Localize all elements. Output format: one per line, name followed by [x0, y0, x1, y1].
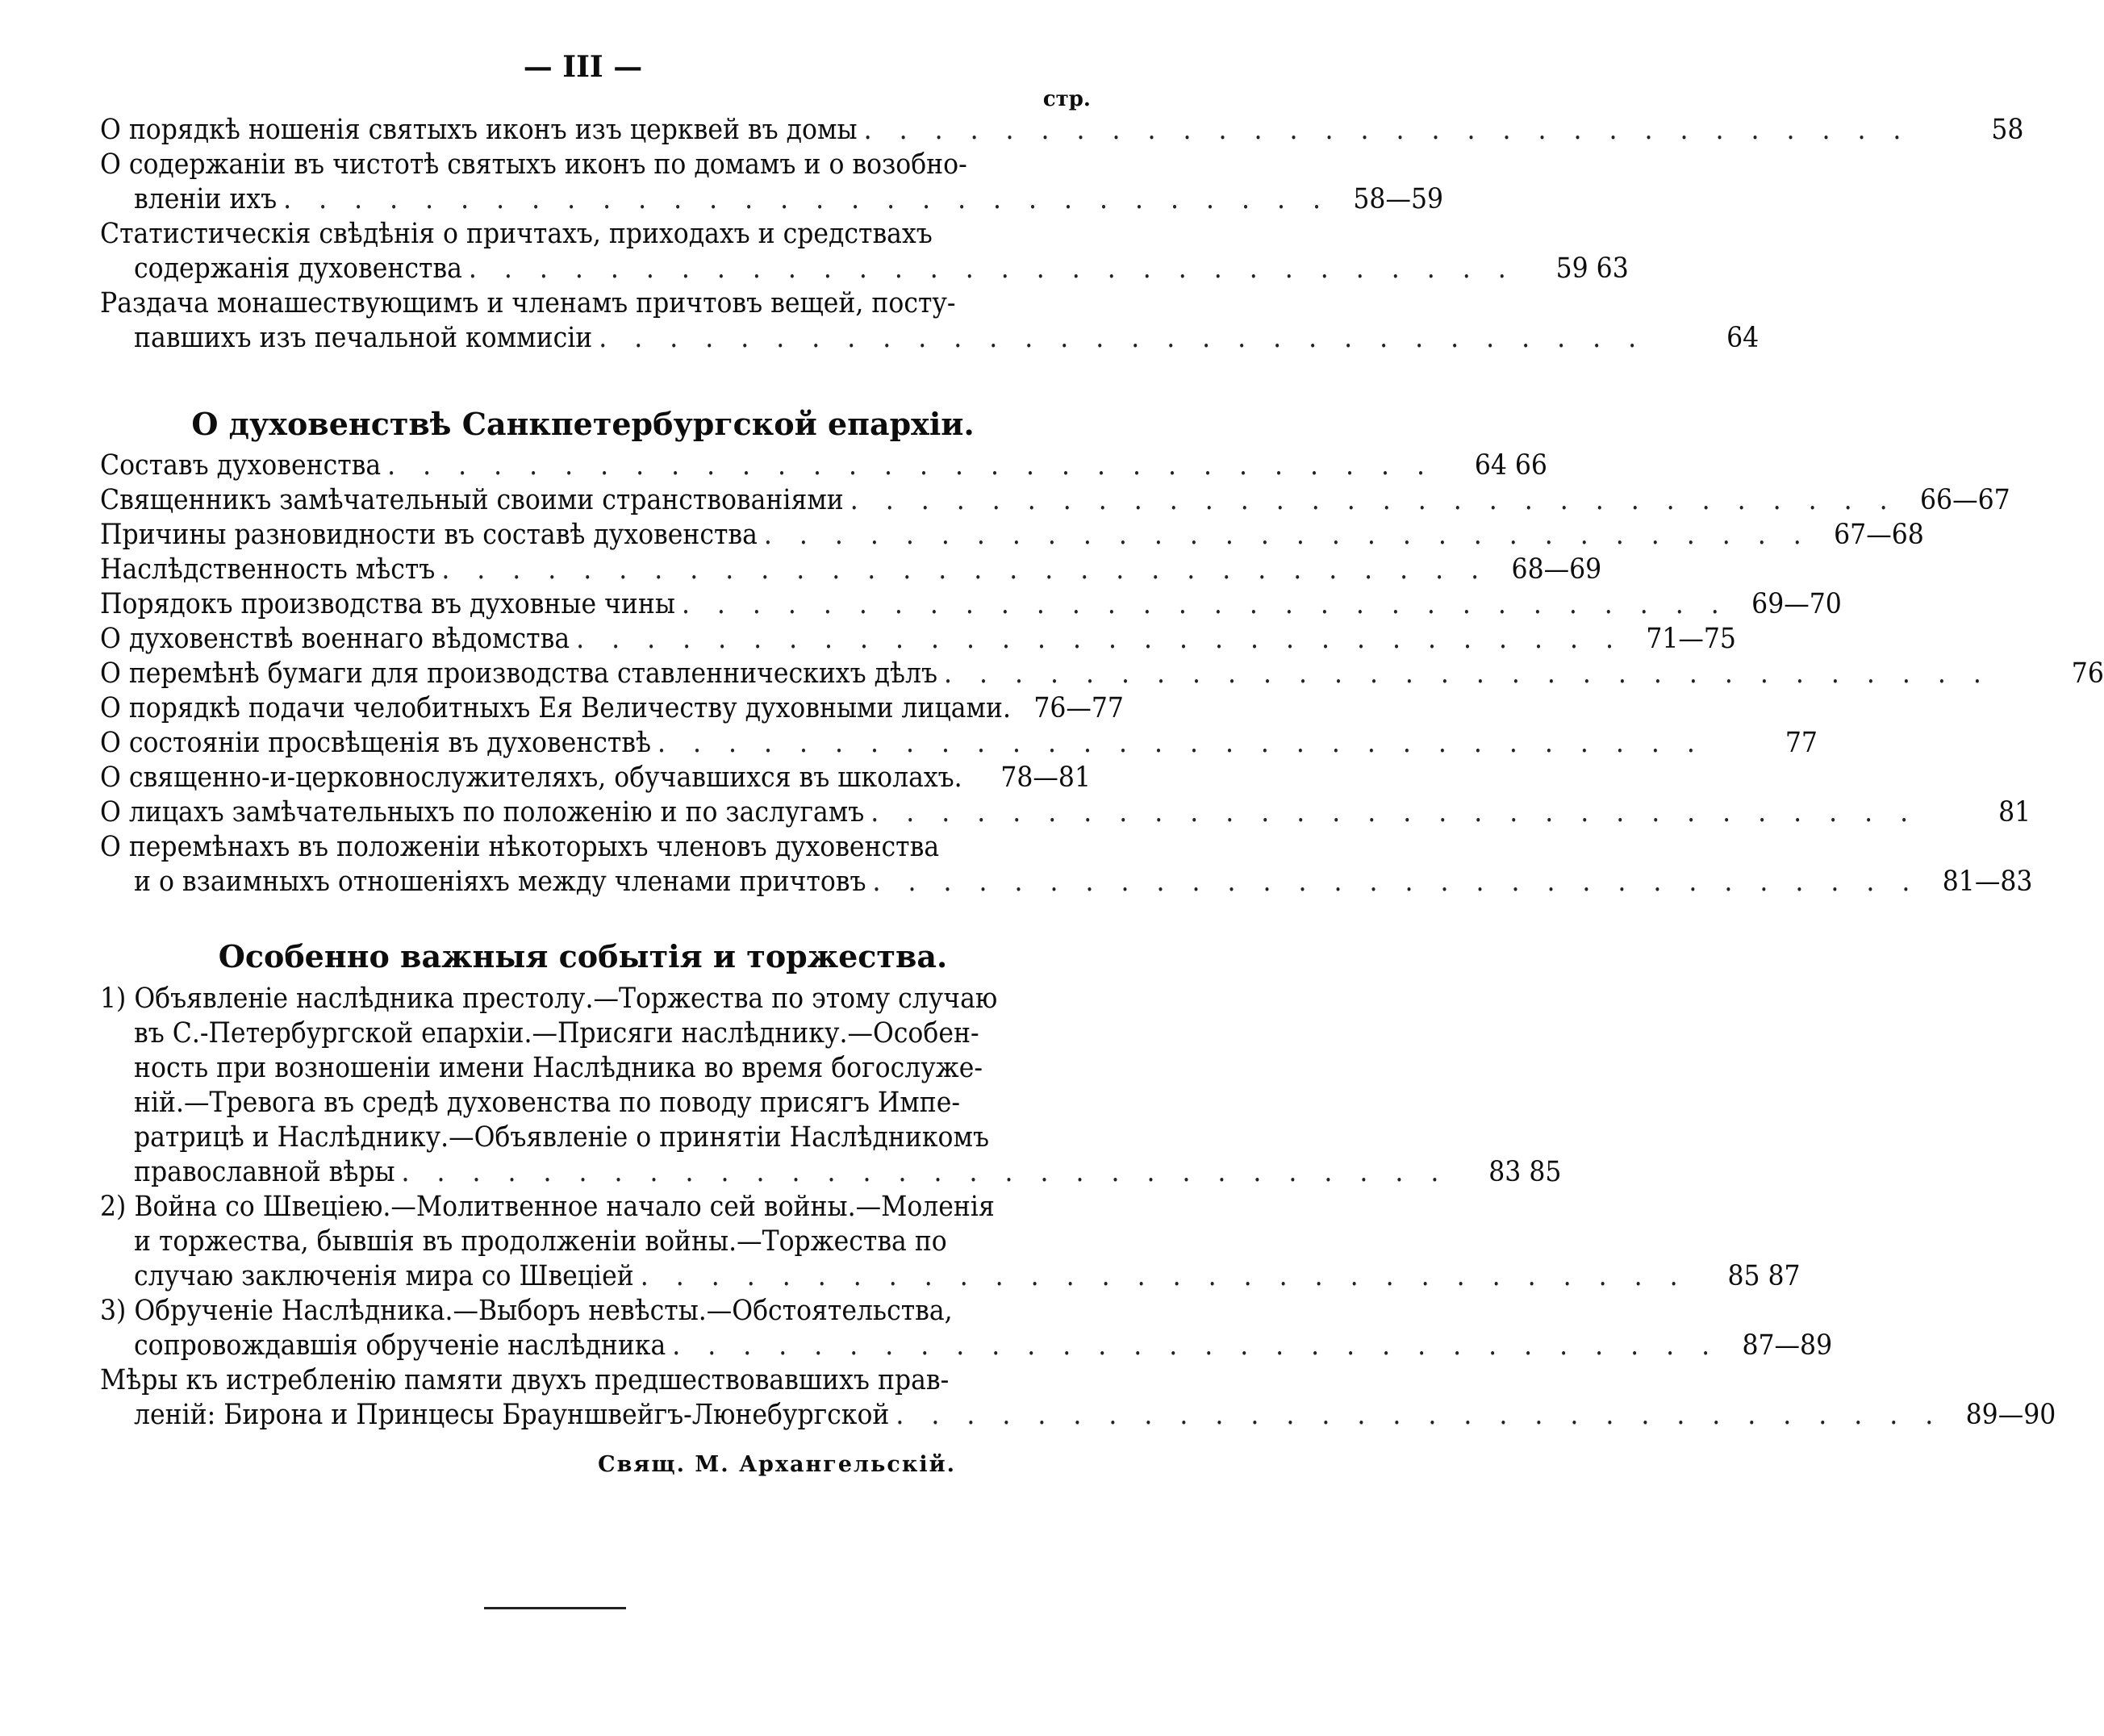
dot-leader: . . . . . . . . . . . . . . . . . . . . . . . . . . . . . . — [763, 519, 1811, 551]
toc-entry-text: О лицахъ замѣчательныхъ по положенію и по заслугамъ — [100, 796, 865, 828]
toc-entry-text: О содержаніи въ чистотѣ святыхъ иконъ по домамъ и о возобно- — [100, 148, 967, 181]
toc-entry-text: О духовенствѣ военнаго вѣдомства — [100, 623, 570, 655]
dot-leader: . . . . . . . . . . . . . . . . . . . . . . . . . . . . . . — [468, 252, 1516, 285]
section-title: О духовенствѣ Санкпетербургской епархіи. — [191, 406, 975, 442]
dot-leader: . . . . . . . . . . . . . . . . . . . . . . . . . . . . . . — [387, 449, 1434, 482]
toc-entry-pages: 64 — [1726, 322, 1760, 354]
toc-entry-pages: 78—81 — [1000, 762, 1091, 794]
toc-entry-pages: 58 — [1991, 114, 2024, 146]
toc-entry — [100, 622, 1736, 657]
toc-entry-text: О священно-и-церковнослужителяхъ, обучавшихся въ школахъ. — [100, 762, 962, 794]
toc-entry-text: павшихъ изъ печальной коммисіи — [134, 322, 593, 354]
toc-entry-pages: 58—59 — [1353, 183, 1444, 215]
toc-entry — [100, 982, 1562, 1190]
toc-entry-text: ность при возношеніи имени Наслѣдника во время богослуже- — [134, 1052, 983, 1084]
toc-entry-pages: 85 87 — [1727, 1260, 1801, 1292]
toc-entry-text: ній.—Тревога въ средѣ духовенства по поводу присягъ Импе- — [134, 1087, 961, 1119]
toc-entry-text: Священникъ замѣчательный своими странствованіями — [100, 484, 844, 516]
toc-entry-text: 1) Объявленіе наслѣдника престолу.—Торжества по этому случаю — [100, 983, 998, 1015]
toc-entry-text: и о взаимныхъ отношеніяхъ между членами причтовъ — [134, 866, 866, 898]
dot-leader: . . . . . . . . . . . . . . . . . . . . . . . . . . . . . . — [944, 657, 1991, 690]
signature: Свящ. М. Архангельскій. — [598, 1452, 956, 1477]
dot-leader: . . . . . . . . . . . . . . . . . . . . . . . . . . . . . . — [895, 1399, 1943, 1431]
toc-entry-pages: 64 66 — [1474, 449, 1547, 482]
toc-entry-text: Наслѣдственность мѣстъ — [100, 553, 436, 586]
toc-entry-pages: 81—83 — [1942, 866, 2033, 898]
toc-entry-text: ратрицѣ и Наслѣднику.—Объявленіе о принятіи Наслѣдникомъ — [134, 1121, 990, 1154]
toc-entry-pages: 87—89 — [1742, 1329, 1833, 1362]
toc-entry — [100, 1190, 1801, 1294]
section-title: Особенно важныя событія и торжества. — [218, 938, 948, 974]
dot-leader: . . . . . . . . . . . . . . . . . . . . . . . . . . . . . . — [658, 727, 1705, 759]
toc-entry-text: Порядокъ производства въ духовные чины — [100, 588, 675, 620]
toc-entry-text: Составъ духовенства — [100, 449, 382, 482]
toc-entry — [100, 587, 1842, 622]
toc-entry — [100, 657, 2104, 691]
toc-entry — [100, 1294, 1833, 1363]
toc-entry — [100, 553, 1602, 587]
toc-entry-text: О перемѣнахъ въ положеніи нѣкоторыхъ членовъ духовенства — [100, 831, 940, 863]
toc-entry-text: О порядкѣ ношенія святыхъ иконъ изъ церквей въ домы — [100, 114, 858, 146]
dot-leader: . . . . . . . . . . . . . . . . . . . . . . . . . . . . . . — [872, 866, 1920, 898]
toc-entry-text: православной вѣры — [134, 1156, 395, 1188]
toc-entry-text: сопровождавшія обрученіе наслѣдника — [134, 1329, 666, 1362]
toc-entry-text: случаю заключенія мира со Швеціей — [134, 1260, 634, 1292]
dot-leader: . . . . . . . . . . . . . . . . . . . . . . . . . . . . . . — [672, 1329, 1720, 1362]
toc-entry-pages: 83 85 — [1488, 1156, 1562, 1188]
toc-entry-text: О перемѣнѣ бумаги для производства ставленническихъ дѣлъ — [100, 657, 937, 690]
dot-leader: . . . . . . . . . . . . . . . . . . . . . . . . . . . . . . — [640, 1260, 1688, 1292]
toc-entry — [100, 148, 1444, 217]
closing-rule — [484, 1607, 626, 1609]
dot-leader: . . . . . . . . . . . . . . . . . . . . . . . . . . . . . . — [870, 796, 1918, 828]
toc-entry-pages: 69—70 — [1751, 588, 1842, 620]
toc-entry-text: 3) Обрученіе Наслѣдника.—Выборъ невѣсты.—Обстоятельства, — [100, 1295, 953, 1327]
toc-entry — [100, 830, 2033, 899]
dot-leader: . . . . . . . . . . . . . . . . . . . . . . . . . . . . . . — [863, 114, 1911, 146]
toc-entry — [100, 518, 1924, 553]
toc-entry-pages: 89—90 — [1965, 1399, 2056, 1431]
toc-entry-text: вленіи ихъ — [134, 183, 278, 215]
toc-entry-pages: 66—67 — [1920, 484, 2010, 516]
toc-entry — [100, 286, 1760, 356]
toc-entry-text: въ С.-Петербургской епархіи.—Присяги наслѣднику.—Особен- — [134, 1017, 979, 1050]
toc-entry-text: О порядкѣ подачи челобитныхъ Ея Величеству духовными лицами. — [100, 692, 1011, 724]
toc-entry-text: Статистическія свѣдѣнія о причтахъ, приходахъ и средствахъ — [100, 218, 933, 250]
dot-leader: . . . . . . . . . . . . . . . . . . . . . . . . . . . . . . — [850, 484, 1897, 516]
toc-entry-text: Причины разновидности въ составѣ духовенства — [100, 519, 758, 551]
toc-entry-text: 2) Война со Швеціею.—Молитвенное начало сей войны.—Моленія — [100, 1191, 995, 1223]
toc-entry — [100, 1363, 2056, 1433]
toc-entry-text: леній: Бирона и Принцесы Брауншвейгъ-Люнебургской — [134, 1399, 890, 1431]
toc-entry — [100, 795, 2031, 830]
dot-leader: . . . . . . . . . . . . . . . . . . . . . . . . . . . . . . — [599, 322, 1647, 354]
toc-entry-text: Мѣры къ истребленію памяти двухъ предшествовавшихъ прав- — [100, 1364, 950, 1396]
dot-leader: . . . . . . . . . . . . . . . . . . . . . . . . . . . . . . — [441, 553, 1489, 586]
toc-entry-pages: 71—75 — [1646, 623, 1736, 655]
toc-entry — [100, 691, 1124, 726]
toc-entry-pages: 68—69 — [1511, 553, 1602, 586]
toc-entry-text: и торжества, бывшія въ продолженіи войны.—Торжества по — [134, 1225, 947, 1258]
toc-entry-text: содержанія духовенства — [134, 252, 462, 285]
dot-leader: . . . . . . . . . . . . . . . . . . . . . . . . . . . . . . — [576, 623, 1623, 655]
pages-column-header: стр. — [1042, 87, 1091, 111]
page-number: — III — — [523, 50, 643, 84]
dot-leader: . . . . . . . . . . . . . . . . . . . . . . . . . . . . . . — [681, 588, 1729, 620]
toc-entry-pages: 77 — [1785, 727, 1818, 759]
toc-entry — [100, 449, 1547, 483]
toc-entry — [100, 726, 1818, 761]
toc-entry-pages: 76—77 — [1033, 692, 1124, 724]
toc-entry — [100, 761, 1091, 795]
toc-entry — [100, 483, 2010, 518]
toc-entry — [100, 113, 2024, 148]
dot-leader: . . . . . . . . . . . . . . . . . . . . . . . . . . . . . . — [401, 1156, 1449, 1188]
toc-entry-pages: 59 63 — [1555, 252, 1629, 285]
toc-entry-pages: 67—68 — [1834, 519, 1924, 551]
toc-entry-pages: 81 — [1998, 796, 2031, 828]
toc-entry-text: Раздача монашествующимъ и членамъ причтовъ вещей, посту- — [100, 287, 956, 319]
toc-entry — [100, 217, 1629, 286]
toc-entry-pages: 76 — [2071, 657, 2104, 690]
dot-leader: . . . . . . . . . . . . . . . . . . . . . . . . . . . . . . — [283, 183, 1331, 215]
toc-entry-text: О состояніи просвѣщенія въ духовенствѣ — [100, 727, 652, 759]
